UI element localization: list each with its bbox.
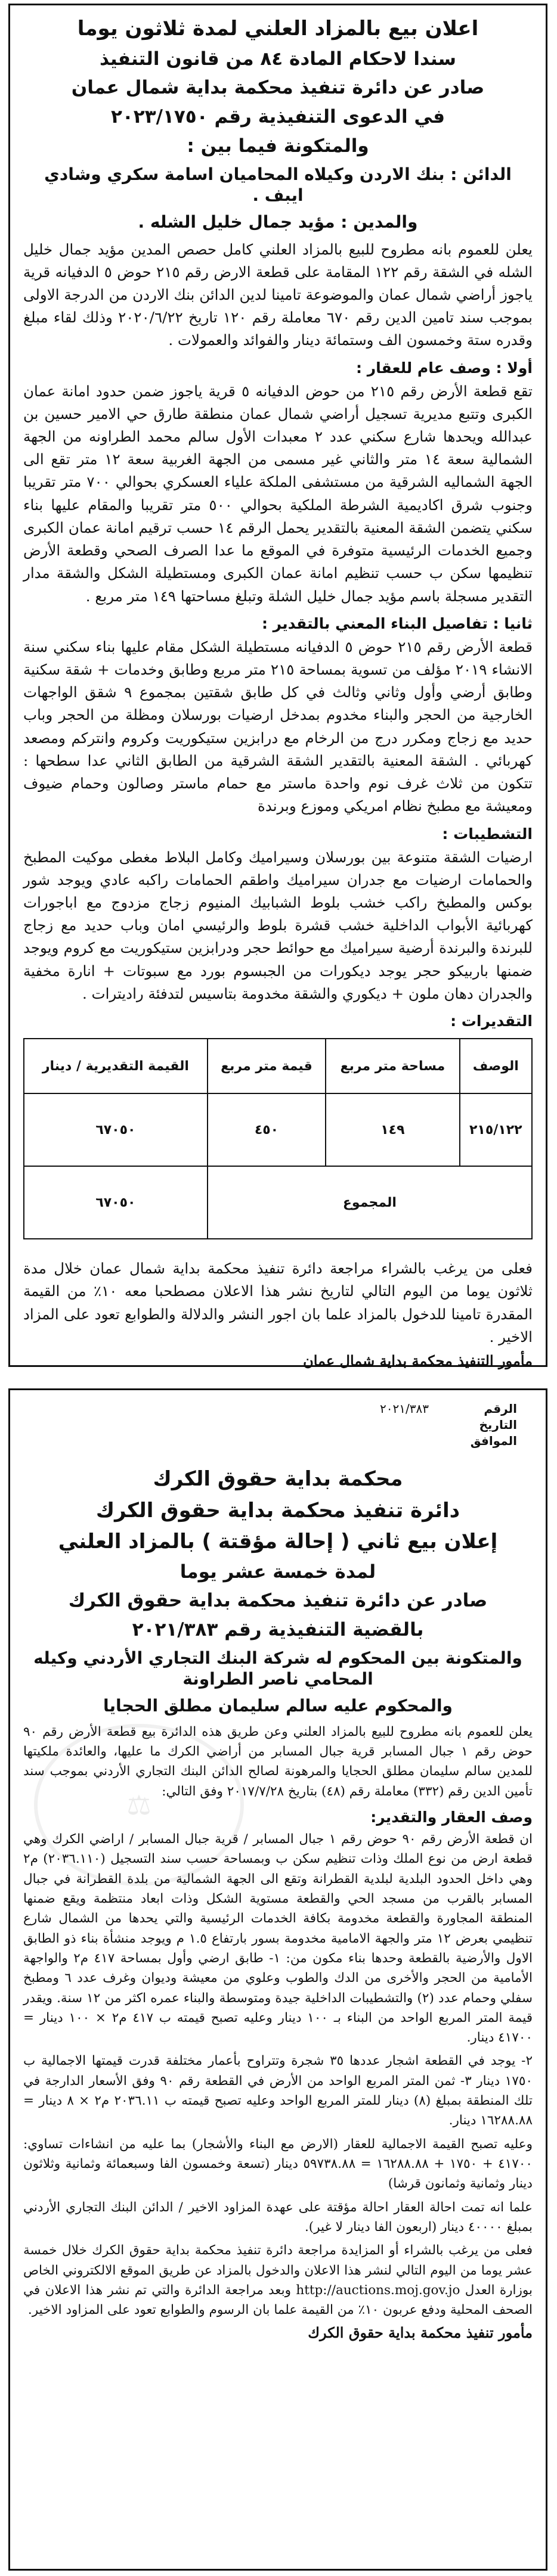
notice1-section1-text: تقع قطعة الأرض رقم ٢١٥ من حوض الدفيانه ٥ قرية ياجوز ضمن حدود امانة عمان الكبرى وتتبع مديرية تسجيل أراضي شمال عمان منطقة طارق حي الامير حسين بن عبدالله ويحدها شارع سكني عدد ٢ معبدات الأول سالم محمد الطراونه من الجهة الشمالية سعة ١٤ متر والثاني غير مسمى من الجهة الغربية سعة ١٢ متر تقع الى الجهة الشماليه الشرقية من مستشفى الملكة علياء العسكري بحوالي ٧٠٠ متر تقريبا وجنوب شرق اكاديمية الشرطة الملكية بحوالي ٥٠٠ متر تقريبا والمقام عليها بناء سكني يتضمن الشقة المعنية بالتقدير يحمل الرقم ١٤ حسب ترقيم امانة عمان الكبرى وجميع الخدمات الرئيسية متوفرة في الموقع ما عدا الصرف الصحي وقطعة الأرض تنظيمها سكن ب حسب تنظيم امانة عمان الكبرى ومستطيلة الشكل والشقة مدار التقدير مسجلة باسم مؤيد جمال خليل الشلة وتبلغ مساحتها ١٤٩ متر مربع . <box>23 382 533 605</box>
notice2-creditor: والمتكونة بين المحكوم له شركة البنك التجاري الأردني وكيله المحامي ناصر الطراونة <box>33 1648 522 1689</box>
watermark-emblem: ⚖ <box>34 1724 244 1886</box>
ref-date-label: التاريخ <box>479 1418 517 1432</box>
notice1-parties-intro: والمتكونة فيما بين : <box>187 135 369 157</box>
valuation-table-header-row <box>24 1039 532 1093</box>
notice2-issuer: صادر عن دائرة تنفيذ محكمة بداية حقوق الكرك <box>68 1590 488 1612</box>
table-row <box>24 1093 532 1166</box>
notice1-signature: مأمور التنفيذ محكمة بداية شمال عمان <box>303 1351 533 1369</box>
notice2-closing <box>23 2241 533 2320</box>
cell-price-per-meter: ٤٥٠ <box>208 1093 326 1166</box>
ref-corr-label: الموافق <box>470 1434 517 1448</box>
cell-description: ٢١٥/١٢٢ <box>460 1093 532 1166</box>
notice2-intro: يعلن للعموم بانه مطروح للبيع بالمزاد العلني وعن طريق هذه الدائرة بيع قطعة الأرض رقم ٩٠ حوض رقم ١ جبال المسابر قرية جبال المسابر من أراضي الكرك ما عليها، والعائدة ملكيتها للمدين سالم سليمان مطلق الحجايا والمرهونة لصالح الدائن البنك التجاري الأردني بموجب سند تأمين الدين رقم (٣٣٢) معاملة رقم (٤٨) بتاريخ ٢٠١٧/٧/٢٨ وفق التالي: <box>23 1724 533 1799</box>
col-estimated-value: القيمة التقديرية / دينار <box>24 1039 208 1093</box>
col-price-per-meter: قيمة متر مربع <box>208 1039 326 1093</box>
notice2-department: دائرة تنفيذ محكمة بداية حقوق الكرك <box>95 1498 460 1522</box>
notice2-section1-title: وصف العقار والتقدير: <box>370 1809 533 1826</box>
notice1-case-number: في الدعوى التنفيذية رقم ٢٠٢٣/١٧٥٠ <box>110 106 445 128</box>
notice2-signature: مأمور تنفيذ محكمة بداية حقوق الكرك <box>308 2323 533 2341</box>
notice1-debtor: والمدين : مؤيد جمال خليل الشله . <box>138 212 418 232</box>
reference-area <box>23 1401 533 1466</box>
notice1-intro: يعلن للعموم بانه مطروح للبيع بالمزاد العلني كامل حصص المدين مؤيد جمال خليل الشله في الشقة رقم ١٢٢ المقامة على قطعة الارض رقم ٢١٥ حوض ٥ الدفيانه قرية ياجوز أراضي شمال عمان والموضوعة تامينا لدين الدائن بنك الاردن من الدرجة الاولى بموجب سند تامين الدين رقم ٦٧٠ معاملة رقم ١٢٠ تاريخ ٢٠٢٠/٦/٢٢ وذلك لقاء مبلغ وقدره ستة وخمسون الف وستمائة دينار والفوائد والعمولات . <box>23 240 533 349</box>
notice1-closing: فعلى من يرغب بالشراء مراجعة دائرة تنفيذ محكمة بداية شمال عمان خلال مدة ثلاثون يوما من اليوم التالي لتاريخ نشر هذا الاعلان مصطحبا معه ١٠٪ من القيمة المقدرة تامينا للدخول بالمزاد علما بان اجور النشر والدلالة والطوابع تعود على المزاد الاخير . <box>23 1260 533 1346</box>
notice1-section2-title: ثانيا : تفاصيل البناء المعني بالتقدير : <box>261 614 533 632</box>
notice1-creditor: الدائن : بنك الاردن وكيلاه المحاميان اسامة سكري وشادي ايبف . <box>44 164 512 205</box>
notice1-section3-text: ارضيات الشقة متنوعة بين بورسلان وسيراميك وكامل البلاط مغطى موكيت المطبخ والحمامات ارضيات مع جدران سيراميك واطقم الحمامات راكبه عادي ويوجد شور بوكس والمطبخ راكب خشب بلوط الشبابيك المنيوم زجاج مزدوج مع اباجورات كهربائية الأبواب الداخلية خشب قشرة بلوط والرئيسي امان وباب حديد مع زجاج للبرندة والبرندة أرضية سيراميك مع حوائط حجر ودرابزين ستيكوريت مع كروم ويوجد ضمنها باربيكو حجر يوجد ديكورات من الجبسوم بورد مع سبوتات + انارة مخفية والجدران دهان ملون + ديكوري والشقة مخدومة بتاسيس لتدفئة راديترات . <box>23 848 533 1002</box>
notice1-section3-title: التشطيبات : <box>442 825 533 843</box>
notice2-debtor: والمحكوم عليه سالم سليمان مطلق الحجايا <box>103 1695 453 1716</box>
notice2-offer-line: علما انه تمت احالة العقار احالة مؤقتة على عهدة المزاود الاخير / الدائن البنك التجاري الأردني بمبلغ ٤٠٠٠٠ دينار (اربعون الفا دينار لا غير). <box>23 2199 533 2235</box>
ref-date-row <box>380 1417 517 1433</box>
notice2-court-name: محكمة بداية حقوق الكرك <box>153 1467 403 1491</box>
notice2-section2-text: ٢- يوجد في القطعة اشجار عددها ٣٥ شجرة وتتراوح بأعمار مختلفة قدرت قيمتها الاجمالية ب ١٧٥٠ دينار ٣- ثمن المتر المربع الواحد من الأرض في القطعة رقم ٩٠ وفق الأسعار الدارجة في تلك المنطقة بمبلغ (٨) دينار للمتر المربع الواحد وعليه تصبح قيمته ب ٢٠٣٦.١١ م٢ × ٨ دينار = ١٦٢٨٨.٨٨ دينار. <box>23 2053 533 2128</box>
reference-block <box>380 1401 517 1449</box>
col-area: مساحة متر مربع <box>326 1039 459 1093</box>
notice2-title: إعلان بيع ثاني ( إحالة مؤقتة ) بالمزاد العلني <box>58 1530 498 1553</box>
notice1-title: اعلان بيع بالمزاد العلني لمدة ثلاثون يوما <box>77 17 479 41</box>
notice1-section2-text: قطعة الأرض رقم ٢١٥ حوض ٥ الدفيانه مستطيلة الشكل مقام عليها بناء سكني سنة الانشاء ٢٠١٩ مؤلف من تسوية بمساحة ٢١٥ متر مربع وطابق وخدمات + شقة سكنية وطابق أرضي وأول وثاني وثالث في كل طابق شقتين بمجموع ٩ شقق الواجهات الخارجية من الحجر والبناء مخدوم بمدخل ارضيات بورسلان ومظلة من الحجر وباب حديد مع زجاج ومكرر درج من الرخام مع درابزين ستيكوريت وكروم وانتركم ومصعد كهربائي . الشقة المعنية بالتقدير الشقة الشرقية من الطابق الثاني عدا سطحها : تتكون من ثلاث غرف نوم واحدة ماستر مع حمام ماستر وصالون وحمام ضيوف ومعيشة مع مطبخ نظام امريكي وموزع وبرندة <box>23 638 533 815</box>
notice2-closing-text2: وبعد مراجعة الدائرة والتي تم نشر هذا الاعلان في الصحف المحلية ودفع عربون ١٠٪ من القيمة علما بان الرسوم والطوابع تعود على المزاود الاخير. <box>23 2282 533 2318</box>
cell-area: ١٤٩ <box>326 1093 459 1166</box>
notice1-legal-basis: سندا لاحكام المادة ٨٤ من قانون التنفيذ <box>100 48 456 70</box>
notice2-closing-text: فعلى من يرغب بالشراء أو المزايدة مراجعة دائرة تنفيذ محكمة بداية حقوق الكرك خلال خمسة عشر يوما من اليوم التالي لنشر هذا الاعلان والدخول بالمزاد عن طريق الموقع الالكتروني الخاص بوزارة العدل <box>23 2243 533 2298</box>
valuation-table-caption: التقديرات : <box>450 1012 533 1030</box>
total-label: المجموع <box>208 1166 532 1239</box>
notice1-section1-title: أولا : وصف عام للعقار : <box>356 359 533 377</box>
notice-karak-auction <box>8 1388 547 2571</box>
table-total-row <box>24 1166 532 1239</box>
ref-corr-row <box>380 1433 517 1449</box>
notice2-duration: لمدة خمسة عشر يوما <box>180 1561 376 1583</box>
valuation-table <box>23 1038 533 1239</box>
cell-estimated-value: ٦٧٠٥٠ <box>24 1093 208 1166</box>
notice2-section1-text: ان قطعة الأرض رقم ٩٠ حوض رقم ١ جبال المسابر / قرية جبال المسابر / اراضي الكرك وهي قطعة ارض من نوع الملك وذات تنظيم سكن ب وبمساحة حسب سند التسجيل (٢٠٣٦.١١٠) م٢ وهي داخل الحدود البلدية لبلدية القطرانة وتقع الى الجهة الشمالية من بلدة القطرانة في جبال المسابر بالقرب من مسجد الحي والقطعة مستوية الشكل وذات ابعاد منتظمة ويقع ضمنها المنطقة المجاورة والقطعة مخدومة بكافة الخدمات الرئيسية والتي يحدها من الشمال شارع تنظيمي بعرض ١٢ متر والجهة الامامية مخدومة بسور بارتفاع ١.٥ م ويوجد منشأة بناء ذو الطابق الاول والأرضية بالقطعة وحدها بناء مكون من: ١- طابق ارضي وأول بمساحة ٤١٧ م٢ والواجهة الأمامية من الحجر والأخرى من الدك والطوب وعلوي من معيشة وديوان وغرف عدد ٦ ومطبخ سفلي وحمام عدد (٢) والتشطيبات الداخلية جيدة ومتوسطة والبناء عمره اكثر من ١٢ سنة. ويقدر قيمة المتر المربع الواحد من البناء بـ ١٠٠ دينار وعليه تصبح قيمته ب ٤١٧ م٢ × ١٠٠ دينار = ٤١٧٠٠ دينار. <box>23 1832 533 2046</box>
ref-number-label: الرقم <box>484 1402 517 1416</box>
ref-number-row <box>380 1401 517 1417</box>
auction-website-link[interactable]: http://auctions.moj.gov.jo <box>296 2282 460 2298</box>
notice1-issuer: صادر عن دائرة تنفيذ محكمة بداية شمال عمان <box>71 77 485 99</box>
notice-north-amman-auction <box>8 4 547 1367</box>
notice2-total-line: وعليه تصبح القيمة الاجمالية للعقار (الارض مع البناء والأشجار) بما عليه من انشاءات تساوي: ٤١٧٠٠ + ١٧٥٠ + ١٦٢٨٨.٨٨ = ٥٩٧٣٨.٨٨ دينار (تسعة وخمسون الفا وسبعمائة وثمانية وثلاثون دينار وثمانية وثمانون قرشا) <box>23 2136 533 2192</box>
ref-number-value: ٢٠٢١/٣٨٣ <box>380 1402 429 1416</box>
notice2-case-number: بالقضية التنفيذية رقم ٢٠٢١/٣٨٣ <box>132 1619 424 1640</box>
col-description: الوصف <box>460 1039 532 1093</box>
total-value: ٦٧٠٥٠ <box>24 1166 208 1239</box>
